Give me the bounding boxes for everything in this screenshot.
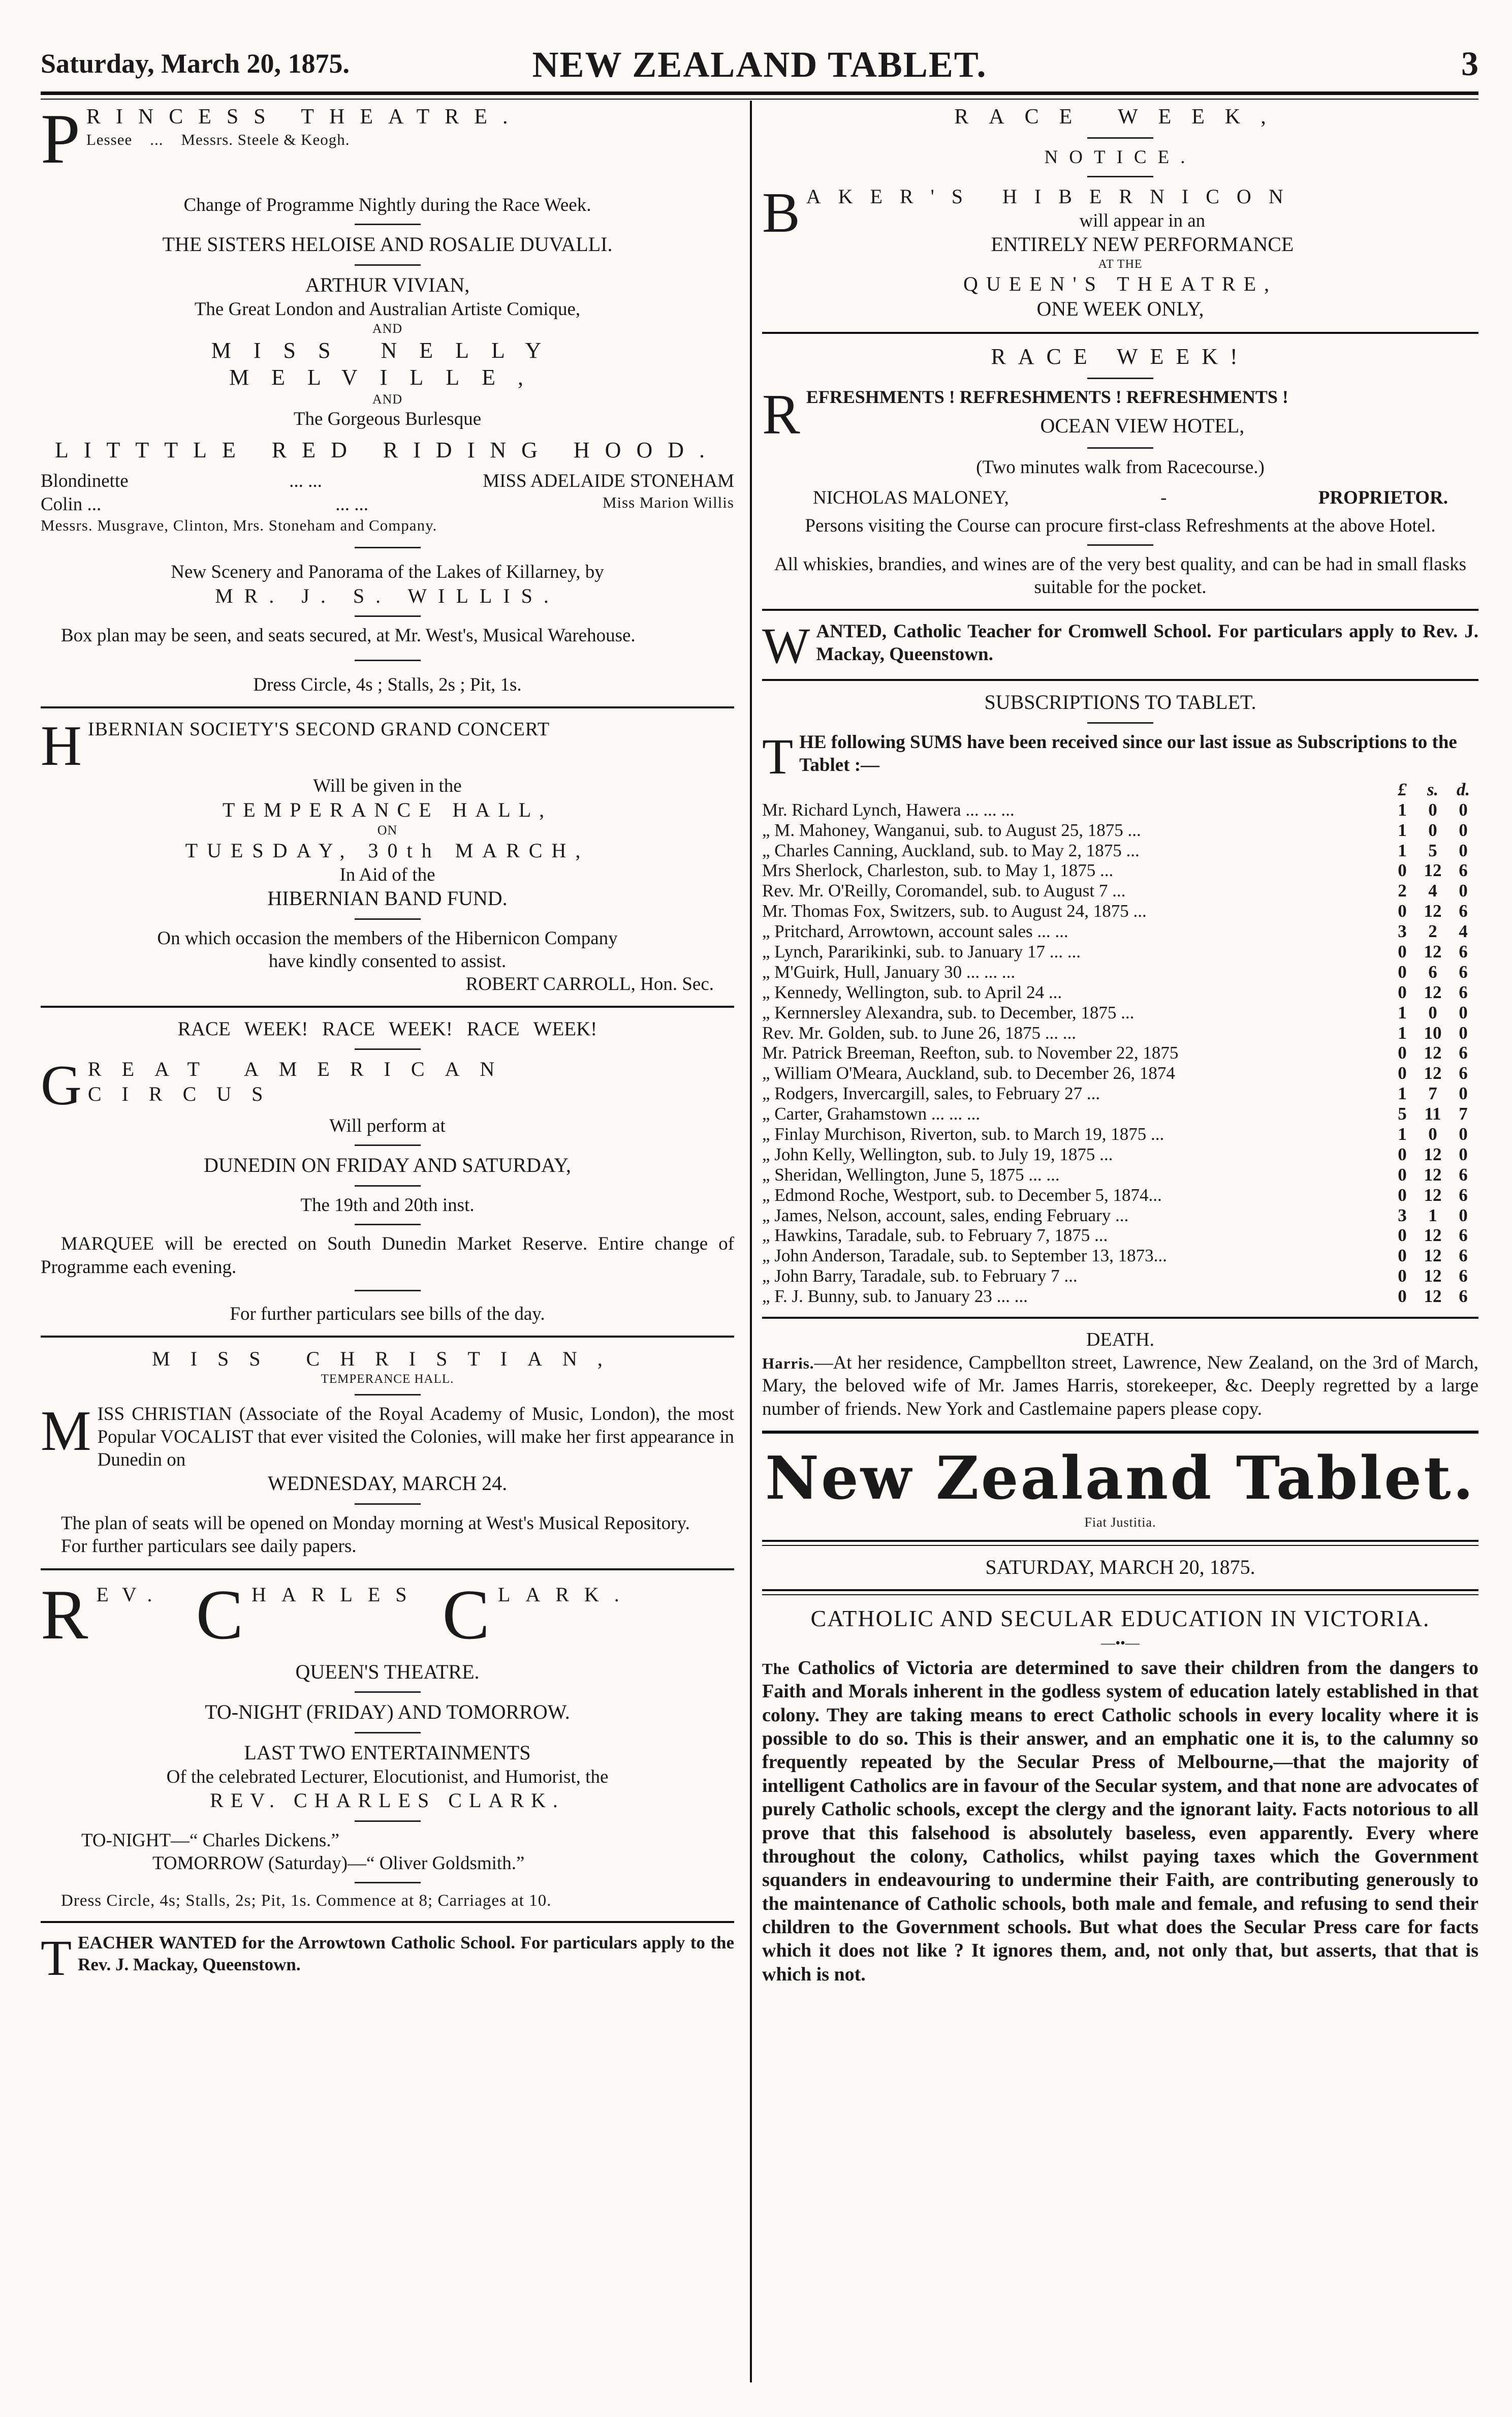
- ocean-view: OCEAN VIEW HOTEL,: [1040, 414, 1245, 437]
- drop-cap-h: H: [41, 714, 82, 778]
- lessee-names: Messrs. Steele & Keogh.: [181, 131, 350, 149]
- masthead: [762, 1443, 1478, 1595]
- drop-cap-g: G: [41, 1053, 82, 1117]
- masthead-motto: Fiat Justitia.: [1084, 1515, 1156, 1530]
- table-row: „ Hawkins, Taradale, sub. to February 7, 1875 ... 0 12 6: [762, 1225, 1468, 1246]
- table-row: „ Sheridan, Wellington, June 5, 1875 ... ... 0 12 6: [762, 1164, 1468, 1185]
- table-row: „ John Barry, Taradale, sub. to February 7 ... 0 12 6: [762, 1266, 1468, 1286]
- change-programme: Change of Programme Nightly during the Race Week.: [183, 195, 591, 215]
- refreshments: EFRESHMENTS ! REFRESHMENTS ! REFRESHMENTS !: [806, 386, 1288, 407]
- table-row: „ Lynch, Pararikinki, sub. to January 17 ... ... 0 12 6: [762, 941, 1468, 962]
- right-column: [762, 104, 1478, 1986]
- hon-sec: ROBERT CARROLL, Hon. Sec.: [465, 974, 714, 995]
- table-row: „ F. J. Bunny, sub. to January 23 ... ... 0 12 6: [762, 1286, 1468, 1307]
- table-row: „ William O'Meara, Auckland, sub. to December 26, 1874 0 12 6: [762, 1063, 1468, 1083]
- whiskies: All whiskies, brandies, and wines are of the very best quality, and can be had in small flasks suitable for the pocket.: [774, 553, 1467, 598]
- nelly-melville: MISS NELLY MELVILLE,: [211, 337, 564, 390]
- hibernian-concert-ad: [41, 714, 734, 996]
- table-row: „ Kernnersley Alexandra, sub. to December, 1875 ... 1 0 0: [762, 1002, 1468, 1022]
- article-title: CATHOLIC AND SECULAR EDUCATION IN VICTORIA.: [810, 1605, 1430, 1631]
- hibernian-title: IBERNIAN SOCIETY'S SECOND GRAND CONCERT: [87, 718, 550, 740]
- circus-ad: [41, 1017, 734, 1325]
- table-row: „ Carter, Grahamstown ... ... ... 5 11 7: [762, 1104, 1468, 1124]
- drop-cap-p: P: [41, 100, 80, 178]
- burlesque: The Gorgeous Burlesque: [293, 408, 482, 429]
- christian-sub: TEMPERANCE HALL.: [321, 1372, 454, 1386]
- table-row: „ Pritchard, Arrowtown, account sales ... ... 3 2 4: [762, 921, 1468, 942]
- cast-row-2: Colin ... ... ... Miss Marion Willis: [41, 493, 734, 515]
- princess-prices: Dress Circle, 4s ; Stalls, 2s ; Pit, 1s.: [253, 674, 522, 695]
- table-row: Mr. Patrick Breeman, Reefton, sub. to November 22, 1875 0 12 6: [762, 1043, 1468, 1063]
- table-row: Mr. Thomas Fox, Switzers, sub. to August 24, 1875 ... 0 12 6: [762, 901, 1468, 921]
- in-aid: In Aid of the: [339, 864, 435, 885]
- header-title: NEW ZEALAND TABLET.: [532, 44, 987, 85]
- drop-cap-w: W: [762, 617, 810, 674]
- on-word: ON: [377, 823, 398, 838]
- circus-dates: The 19th and 20th inst.: [300, 1195, 475, 1216]
- drop-cap-c1: C: [196, 1575, 243, 1654]
- princess-title: RINCESS THEATRE.: [86, 105, 523, 129]
- two-minutes: (Two minutes walk from Racecourse.): [976, 457, 1265, 478]
- teacher-wanted-arrowtown: [41, 1930, 734, 1987]
- proprietor-line: NICHOLAS MALONEY, - PROPRIETOR.: [813, 487, 1448, 508]
- cast-row-1: Blondinette ... ... MISS ADELAIDE STONEHAM: [41, 471, 734, 492]
- tonight-line: TO-NIGHT (FRIDAY) AND TOMORROW.: [205, 1700, 570, 1724]
- christian-date: WEDNESDAY, MARCH 24.: [267, 1472, 508, 1495]
- charles-clark-ad: R EV. C HARLES C LARK. QUEEN'S THEATRE. TO-NIGHT (FRIDAY) AND TOMORROW. LAST TWO ENTERTAINMENTS Of the celebrated Lecturer, Elocutionist, and Humorist, the REV. CHARLES CLARK. TO-NIGHT—“ Charles Dickens.” TOMORROW (Saturday)—“ Oliver Goldsmith.” Dress Circle, 4s; Stalls, 2s; Pit, 1s. Commence at 8; Carriages at 10.: [41, 1579, 734, 1911]
- drop-cap-b: B: [762, 181, 800, 245]
- at-the: AT THE: [1098, 258, 1143, 271]
- wanted-text: ANTED, Catholic Teacher for Cromwell School. For particulars apply to Rev. J. Mackay, Queenstown.: [816, 621, 1478, 665]
- will-perform: Will perform at: [329, 1115, 446, 1137]
- queens-theatre-r: QUEEN'S THEATRE,: [963, 272, 1277, 296]
- table-row: „ Rodgers, Invercargill, sales, to February 27 ... 1 7 0: [762, 1083, 1468, 1104]
- red-riding-hood: LITTTLE RED RIDING HOOD.: [55, 437, 720, 462]
- circus-further: For further particulars see bills of the day.: [230, 1303, 545, 1324]
- drop-cap-t2: T: [762, 728, 794, 785]
- drop-cap-r2: R: [762, 383, 800, 446]
- drop-cap-c2: C: [442, 1575, 490, 1654]
- appear-line: will appear in an: [1079, 210, 1206, 232]
- table-row: „ M. Mahoney, Wanganui, sub. to August 25, 1875 ... 1 0 0: [762, 820, 1468, 840]
- article-body: Catholics of Victoria are determined to save their children from the dangers to Faith and Morals inherent in the godless system of education lately established in that colony. They are taking means to erect Catholic schools in every locality where it is possible to do so. This is their answer, and an emphatic one it is, to the calumny so frequently repeated by the Secular Press of Melbourne,—that the majority of intelligent Catholics are in favour of the Secular system, and that none are advocates of purely Catholic schools, except the clergy and the ignorant laity. Facts notorious to all prove that this falsehood is absolutely baseless, even apparently. Every where throughout the colony, Catholics, whilst paying taxes which the Government squanders in endeavouring to undermine their Faith, are contributing generously to the maintenance of Catholic schools, both male and female, and refusing to send their children to the Government schools. But what does the Secular Press care for facts which it does not like ? It ignores them, and, not only that, but asserts, that that is which is not.: [762, 1657, 1479, 1985]
- death-text: —At her residence, Campbellton street, Lawrence, New Zealand, on the 3rd of March, Mary, the beloved wife of Mr. James Harris, storekeeper, &c. Deeply regretted by a large number of friends. New York and Castlemaine papers please copy.: [762, 1352, 1478, 1419]
- death-name: Harris.: [762, 1354, 814, 1373]
- drop-cap-m: M: [41, 1400, 91, 1463]
- tonight-dickens: TO-NIGHT—“ Charles Dickens.”: [81, 1830, 339, 1851]
- and-1: AND: [372, 321, 403, 336]
- marquee-text: MARQUEE will be erected on South Dunedin Market Reserve. Entire change of Programme each evening.: [41, 1233, 734, 1278]
- table-row: Mrs Sherlock, Charleston, sub. to May 1, 1875 ... 0 12 6: [762, 860, 1468, 881]
- drop-cap-r: R: [41, 1575, 88, 1654]
- teacher-wanted-cromwell: [762, 617, 1478, 674]
- christian-body: ISS CHRISTIAN (Associate of the Royal Academy of Music, London), the most Popular VOCALIST that ever visited the Colonies, will make her first appearance in Dunedin on: [97, 1404, 734, 1471]
- christian-title: MISS CHRISTIAN,: [152, 1347, 623, 1370]
- table-row: „ John Kelly, Wellington, sub. to July 19, 1875 ... 0 12 0: [762, 1144, 1468, 1164]
- race-week-banner: RACE WEEK! RACE WEEK! RACE WEEK!: [177, 1018, 597, 1040]
- tomorrow-goldsmith: TOMORROW (Saturday)—“ Oliver Goldsmith.”: [152, 1852, 525, 1874]
- clark-name: REV. CHARLES CLARK.: [210, 1789, 565, 1812]
- table-row: „ Finlay Murchison, Riverton, sub. to March 19, 1875 ... 1 0 0: [762, 1124, 1468, 1144]
- occasion-line: On which occasion the members of the Hibernicon Company: [157, 927, 618, 949]
- subs-intro: HE following SUMS have been received since our last issue as Subscriptions to the Tablet :—: [799, 731, 1457, 776]
- princess-theatre-ad: [41, 100, 734, 696]
- one-week: ONE WEEK ONLY,: [1036, 297, 1204, 321]
- miss-christian-ad: [41, 1347, 734, 1558]
- band-fund: HIBERNIAN BAND FUND.: [267, 887, 508, 910]
- new-performance: ENTIRELY NEW PERFORMANCE: [991, 233, 1294, 256]
- arthur-desc: The Great London and Australian Artiste Comique,: [194, 298, 581, 320]
- subscriptions-table: [762, 780, 1478, 1307]
- company-line: Messrs. Musgrave, Clinton, Mrs. Stoneham and Company.: [41, 516, 437, 534]
- temperance-hall: TEMPERANCE HALL,: [222, 798, 553, 821]
- header-date: Saturday, March 20, 1875.: [41, 48, 350, 79]
- race-week-1: RACE WEEK,: [954, 105, 1286, 129]
- left-column: [41, 100, 734, 1987]
- race-week-2: RACE WEEK!: [991, 344, 1250, 369]
- queens-theatre: QUEEN'S THEATRE.: [295, 1660, 480, 1683]
- table-row: „ John Anderson, Taradale, sub. to September 13, 1873... 0 12 6: [762, 1246, 1468, 1266]
- lessee-label: Lessee: [86, 131, 133, 149]
- and-2: AND: [372, 391, 403, 407]
- circus-where: DUNEDIN ON FRIDAY AND SATURDAY,: [204, 1154, 571, 1177]
- table-header: £ s. d.: [1398, 779, 1470, 799]
- table-row: Mr. Richard Lynch, Hawera ... ... ... 1 0 0: [762, 799, 1468, 820]
- hibernicon-name: AKER'S HIBERNICON: [806, 185, 1301, 208]
- article-ornament: —••—: [1101, 1635, 1140, 1651]
- header-rule: [41, 91, 1478, 95]
- christian-plan: The plan of seats will be opened on Monday morning at West's Musical Repository.: [61, 1513, 690, 1534]
- circus-title: REAT AMERICAN CIRCUS: [87, 1057, 515, 1105]
- box-plan: Box plan may be seen, and seats secured, at Mr. West's, Musical Warehouse.: [61, 625, 636, 646]
- masthead-title: New Zealand Tablet.: [765, 1443, 1476, 1513]
- ocean-view-hotel-ad: [762, 343, 1478, 599]
- last-two: LAST TWO ENTERTAINMENTS: [244, 1741, 531, 1764]
- death-notice: [762, 1328, 1478, 1420]
- sisters-line: THE SISTERS HELOISE AND ROSALIE DUVALLI.: [162, 233, 613, 256]
- table-row: „ Charles Canning, Auckland, sub. to May 2, 1875 ... 1 5 0: [762, 840, 1468, 860]
- column-divider: [750, 101, 752, 2382]
- subscriptions: [762, 690, 1478, 1307]
- arthur-vivian: ARTHUR VIVIAN,: [305, 273, 470, 296]
- header-rule-thin: [41, 99, 1478, 100]
- given-in: Will be given in the: [313, 776, 462, 797]
- editorial-article: [762, 1604, 1478, 1986]
- table-row: „ Kennedy, Wellington, sub. to April 24 ... 0 12 6: [762, 982, 1468, 1002]
- celebrated-line: Of the celebrated Lecturer, Elocutionist, and Humorist, the: [166, 1766, 609, 1787]
- consented-line: have kindly consented to assist.: [268, 950, 507, 972]
- willis-line: MR. J. S. WILLIS.: [215, 584, 560, 607]
- table-row: „ Edmond Roche, Westport, sub. to December 5, 1874... 0 12 6: [762, 1185, 1468, 1205]
- concert-date: TUESDAY, 30th MARCH,: [185, 839, 590, 862]
- notice: NOTICE.: [1044, 147, 1196, 168]
- christian-further: For further particulars see daily papers.: [61, 1536, 357, 1557]
- table-row: Rev. Mr. O'Reilly, Coromandel, sub. to August 7 ... 2 4 0: [762, 881, 1468, 901]
- death-title: DEATH.: [1086, 1328, 1155, 1350]
- page-header: [41, 44, 1478, 89]
- lessee-dots: ...: [150, 131, 164, 149]
- table-row: „ M'Guirk, Hull, January 30 ... ... ... 0 6 6: [762, 962, 1468, 982]
- table-row: Rev. Mr. Golden, sub. to June 26, 1875 ... ... 1 10 0: [762, 1022, 1468, 1043]
- bakers-hibernicon-ad: [762, 104, 1478, 322]
- article-lead: The: [762, 1660, 790, 1678]
- subs-title: SUBSCRIPTIONS TO TABLET.: [984, 691, 1256, 714]
- persons-visiting: Persons visiting the Course can procure first-class Refreshments at the above Hotel.: [805, 515, 1436, 536]
- teacher-text: EACHER WANTED for the Arrowtown Catholic School. For particulars apply to the Rev. J. Mackay, Queenstown.: [78, 1933, 734, 1974]
- table-row: „ James, Nelson, account, sales, ending February ... 3 1 0: [762, 1205, 1468, 1225]
- drop-cap-t: T: [41, 1930, 72, 1987]
- clark-prices: Dress Circle, 4s; Stalls, 2s; Pit, 1s. Commence at 8; Carriages at 10.: [61, 1892, 552, 1910]
- page-number: 3: [1461, 44, 1478, 83]
- scenery-line: New Scenery and Panorama of the Lakes of Killarney, by: [171, 562, 604, 583]
- masthead-date: SATURDAY, MARCH 20, 1875.: [985, 1555, 1255, 1578]
